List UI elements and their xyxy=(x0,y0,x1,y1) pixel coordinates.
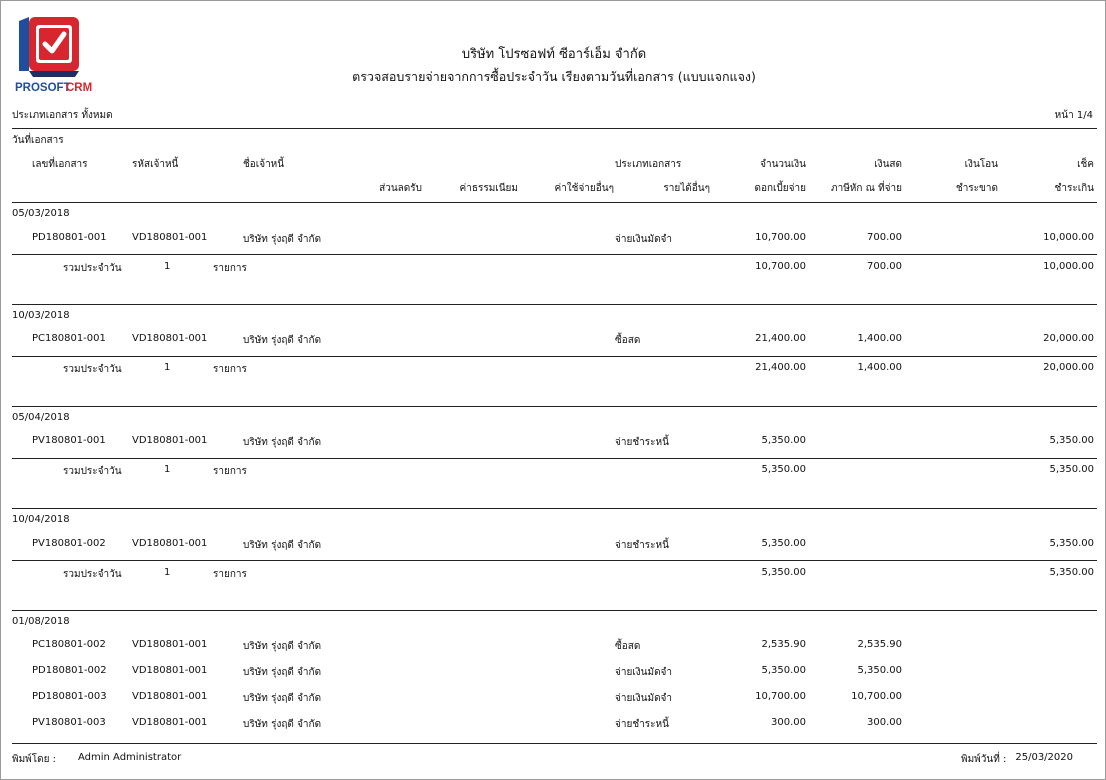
row-doc-no: PV180801-001 xyxy=(32,435,106,446)
row-amount: 2,535.90 xyxy=(761,639,806,650)
row-creditor-code: VD180801-001 xyxy=(132,665,208,676)
row-creditor-name: บริษัท รุ่งฤดี จำกัด xyxy=(243,234,322,245)
row-amount: 300.00 xyxy=(771,717,806,728)
row-doc-no: PD180801-002 xyxy=(32,665,107,676)
row-doc-no: PV180801-003 xyxy=(32,717,106,728)
row-creditor-code: VD180801-001 xyxy=(132,232,208,243)
group-divider xyxy=(12,406,1097,407)
row-doc-type: จ่ายเงินมัดจำ xyxy=(615,667,673,678)
row-creditor-name: บริษัท รุ่งฤดี จำกัด xyxy=(243,667,322,678)
row-doc-type: ซื้อสด xyxy=(615,335,641,346)
col-creditor-name: ชื่อเจ้าหนี้ xyxy=(243,159,285,170)
row-doc-type: จ่ายชำระหนี้ xyxy=(615,437,669,448)
header-divider-bottom xyxy=(12,202,1097,203)
subtotal-divider xyxy=(12,560,1097,561)
page-number: หน้า 1/4 xyxy=(1054,110,1093,121)
col-discount: ส่วนลดรับ xyxy=(379,183,422,194)
row-cash: 700.00 xyxy=(867,232,902,243)
row-amount: 5,350.00 xyxy=(761,435,806,446)
row-creditor-code: VD180801-001 xyxy=(132,639,208,650)
col-amount: จำนวนเงิน xyxy=(760,159,806,170)
group-date: 10/03/2018 xyxy=(12,310,70,321)
col-cheque: เช็ค xyxy=(1077,159,1094,170)
row-doc-type: ซื้อสด xyxy=(615,641,641,652)
group-date: 05/04/2018 xyxy=(12,412,70,423)
row-cash: 5,350.00 xyxy=(857,665,902,676)
col-fee: ค่าธรรมเนียม xyxy=(459,183,518,194)
total-label: รวมประจำวัน xyxy=(63,364,122,375)
row-doc-type: จ่ายเงินมัดจำ xyxy=(615,693,673,704)
total-amount: 21,400.00 xyxy=(755,362,806,373)
total-cash: 1,400.00 xyxy=(857,362,902,373)
total-label: รวมประจำวัน xyxy=(63,569,122,580)
col-other-expense: ค่าใช้จ่ายอื่นๆ xyxy=(554,183,614,194)
col-withholding: ภาษีหัก ณ ที่จ่าย xyxy=(830,183,902,194)
col-excess: ชำระเกิน xyxy=(1054,183,1094,194)
total-label: รวมประจำวัน xyxy=(63,263,122,274)
doc-type-filter: ประเภทเอกสาร ทั้งหมด xyxy=(12,110,113,121)
total-count: 1 xyxy=(164,362,171,373)
group-date: 05/03/2018 xyxy=(12,208,70,219)
header-divider-top xyxy=(12,128,1097,129)
printed-date-label: พิมพ์วันที่ : xyxy=(961,754,1007,765)
col-cash: เงินสด xyxy=(874,159,902,170)
row-doc-no: PD180801-003 xyxy=(32,691,107,702)
row-cheque: 5,350.00 xyxy=(1049,435,1094,446)
row-doc-no: PV180801-002 xyxy=(32,538,106,549)
row-creditor-name: บริษัท รุ่งฤดี จำกัด xyxy=(243,540,322,551)
row-creditor-code: VD180801-001 xyxy=(132,538,208,549)
group-divider xyxy=(12,610,1097,611)
row-creditor-name: บริษัท รุ่งฤดี จำกัด xyxy=(243,719,322,730)
row-creditor-code: VD180801-001 xyxy=(132,435,208,446)
col-doc-date: วันที่เอกสาร xyxy=(12,135,64,146)
total-unit: รายการ xyxy=(213,364,247,375)
row-creditor-name: บริษัท รุ่งฤดี จำกัด xyxy=(243,693,322,704)
row-doc-no: PC180801-002 xyxy=(32,639,106,650)
col-doc-no: เลขที่เอกสาร xyxy=(32,159,88,170)
subtotal-divider xyxy=(12,458,1097,459)
total-count: 1 xyxy=(164,261,171,272)
report-title: ตรวจสอบรายจ่ายจากการซื้อประจำวัน เรียงตามวันที่เอกสาร (แบบแจกแจง) xyxy=(352,69,756,84)
total-cheque: 10,000.00 xyxy=(1043,261,1094,272)
total-count: 1 xyxy=(164,567,171,578)
row-doc-no: PD180801-001 xyxy=(32,232,107,243)
company-name: บริษัท โปรซอฟท์ ซีอาร์เอ็ม จำกัด xyxy=(461,47,647,62)
row-creditor-name: บริษัท รุ่งฤดี จำกัด xyxy=(243,641,322,652)
row-cheque: 10,000.00 xyxy=(1043,232,1094,243)
row-doc-type: จ่ายชำระหนี้ xyxy=(615,540,669,551)
row-creditor-code: VD180801-001 xyxy=(132,717,208,728)
total-cheque: 5,350.00 xyxy=(1049,464,1094,475)
printed-by-value: Admin Administrator xyxy=(78,752,182,763)
row-cheque: 20,000.00 xyxy=(1043,333,1094,344)
total-amount: 5,350.00 xyxy=(761,464,806,475)
col-creditor-code: รหัสเจ้าหนี้ xyxy=(132,159,179,170)
row-creditor-name: บริษัท รุ่งฤดี จำกัด xyxy=(243,437,322,448)
col-settle: ชำระขาด xyxy=(955,183,998,194)
total-amount: 10,700.00 xyxy=(755,261,806,272)
total-unit: รายการ xyxy=(213,263,247,274)
group-date: 01/08/2018 xyxy=(12,616,70,627)
col-transfer: เงินโอน xyxy=(964,159,998,170)
row-cheque: 5,350.00 xyxy=(1049,538,1094,549)
row-cash: 10,700.00 xyxy=(851,691,902,702)
row-cash: 1,400.00 xyxy=(857,333,902,344)
row-creditor-name: บริษัท รุ่งฤดี จำกัด xyxy=(243,335,322,346)
group-date: 10/04/2018 xyxy=(12,514,70,525)
row-amount: 21,400.00 xyxy=(755,333,806,344)
logo-text-a: PROSOFT xyxy=(15,82,71,94)
subtotal-divider xyxy=(12,356,1097,357)
row-amount: 10,700.00 xyxy=(755,232,806,243)
total-unit: รายการ xyxy=(213,466,247,477)
printed-date-value: 25/03/2020 xyxy=(1015,752,1073,763)
row-cash: 2,535.90 xyxy=(857,639,902,650)
row-amount: 5,350.00 xyxy=(761,538,806,549)
logo-text-b: CRM xyxy=(66,82,93,94)
row-creditor-code: VD180801-001 xyxy=(132,691,208,702)
total-unit: รายการ xyxy=(213,569,247,580)
printed-by-label: พิมพ์โดย : xyxy=(12,754,57,765)
group-divider xyxy=(12,508,1097,509)
total-label: รวมประจำวัน xyxy=(63,466,122,477)
total-amount: 5,350.00 xyxy=(761,567,806,578)
total-cheque: 5,350.00 xyxy=(1049,567,1094,578)
row-amount: 10,700.00 xyxy=(755,691,806,702)
col-interest: ดอกเบี้ยจ่าย xyxy=(754,183,806,194)
group-divider xyxy=(12,304,1097,305)
total-cash: 700.00 xyxy=(867,261,902,272)
row-cash: 300.00 xyxy=(867,717,902,728)
row-doc-no: PC180801-001 xyxy=(32,333,106,344)
total-cheque: 20,000.00 xyxy=(1043,362,1094,373)
row-doc-type: จ่ายชำระหนี้ xyxy=(615,719,669,730)
row-doc-type: จ่ายเงินมัดจำ xyxy=(615,234,673,245)
subtotal-divider xyxy=(12,254,1097,255)
footer-divider xyxy=(12,743,1097,744)
total-count: 1 xyxy=(164,464,171,475)
row-creditor-code: VD180801-001 xyxy=(132,333,208,344)
col-other-income: รายได้อื่นๆ xyxy=(663,183,710,194)
col-doc-type: ประเภทเอกสาร xyxy=(615,159,682,170)
row-amount: 5,350.00 xyxy=(761,665,806,676)
